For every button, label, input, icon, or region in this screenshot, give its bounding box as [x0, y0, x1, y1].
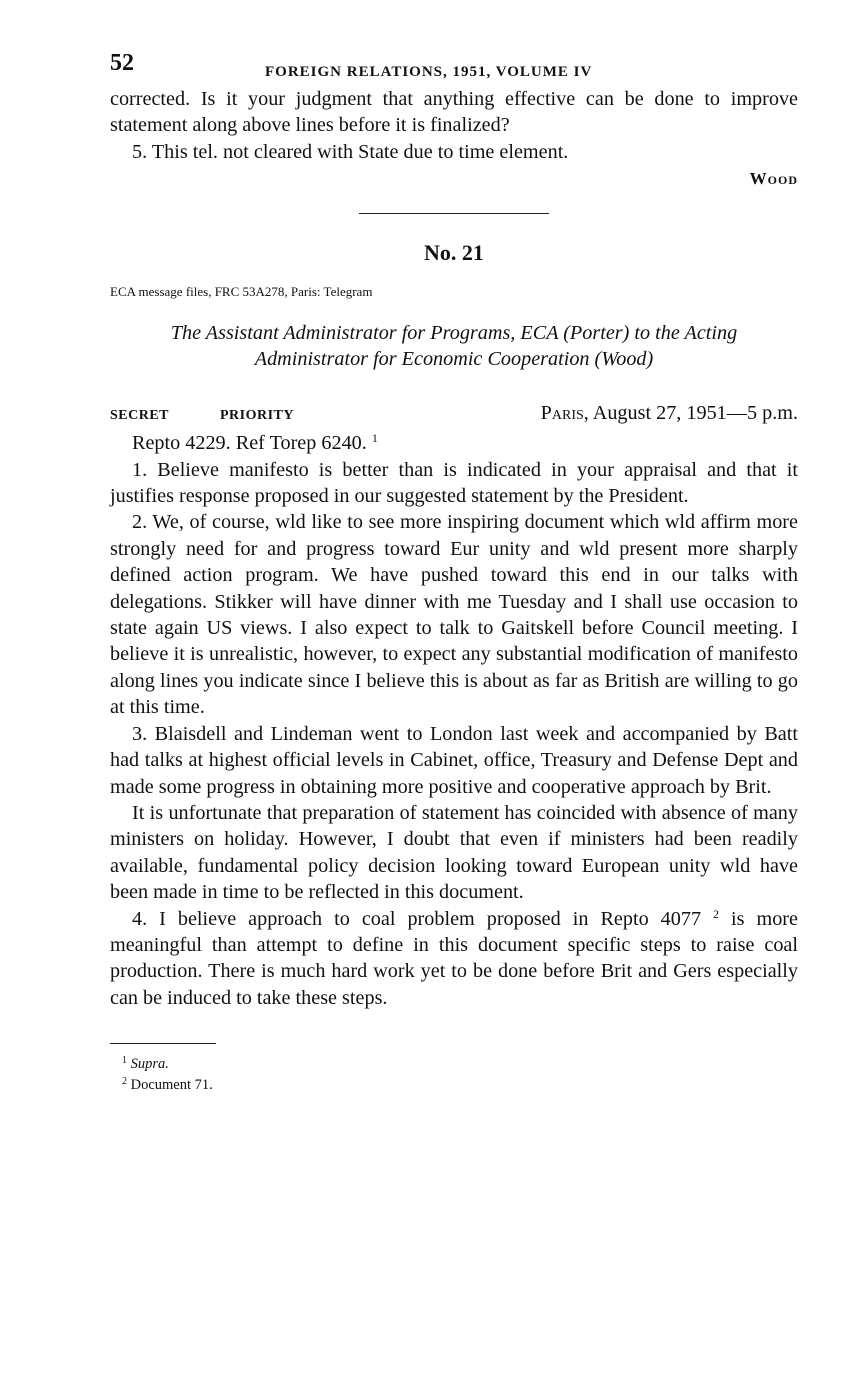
signature: Wood [749, 169, 798, 189]
footnote-2 [110, 1075, 798, 1096]
reference-text: Repto 4229. Ref Torep 6240. [132, 432, 367, 455]
source-note: ECA message files, FRC 53A278, Paris: Telegram [110, 284, 373, 300]
paragraph-4-text: 4. I believe approach to coal problem proposed in Repto 4077 [132, 907, 702, 930]
reference-line [110, 430, 798, 456]
precedence: PRIORITY [220, 408, 295, 424]
paragraph-4-text-continued: is more meaningful than attempt to define in this document specific steps to raise coal production. There is much hard work yet to be done before Brit and Gers especially can be induced to take these steps. [110, 907, 798, 1009]
paragraph-5: 5. This tel. not cleared with State due to time element. [132, 140, 569, 163]
paragraph-4 [110, 906, 798, 1012]
telegram-slug-line [110, 402, 798, 430]
page-number: 52 [110, 50, 134, 76]
paragraph-2: 2. We, of course, wld like to see more inspiring document which wld affirm more strongly need for and progress toward Eur unity and wld present more sharply defined action program. We have pushed toward this end in our talks with delegations. Stikker will have dinner with me Tuesday and I shall use occasion to state again US views. I also expect to talk to Gaitskell before Council meeting. I believe it is unrealistic, however, to expect any substantial modification of manifesto along lines you indicate since I believe this is about as far as British are willing to go at this time. [110, 511, 798, 719]
footnote-2-text: Document 71. [130, 1077, 213, 1094]
footnotes [110, 1054, 798, 1096]
place-date [541, 402, 798, 425]
paragraph-3: 3. Blaisdell and Lindeman went to London last week and accompanied by Batt had talks at highest official levels in Cabinet, office, Treasury and Defense Dept and made some progress in obtaining more positive and cooperative approach by Brit. [110, 722, 798, 798]
place: Paris [540, 402, 584, 425]
paragraph-3-continued: It is unfortunate that preparation of statement has coincided with absence of many ministers on holiday. However, I doubt that even if ministers had been readily available, fundamental policy decision looking toward European unity wld have been made in time to be reflected in this document. [110, 801, 798, 904]
date: , August 27, 1951—5 p.m. [583, 402, 798, 425]
footnote-2-marker: 2 [122, 1076, 127, 1088]
running-head: FOREIGN RELATIONS, 1951, VOLUME IV [265, 64, 593, 80]
page-header [110, 50, 798, 86]
footnote-divider [110, 1043, 216, 1044]
paragraph-1: 1. Believe manifesto is better than is indicated in your appraisal and that it justifies response proposed in our suggested statement by the President. [110, 458, 798, 508]
footnote-1 [110, 1054, 798, 1075]
footnote-1-text: Supra. [130, 1056, 169, 1073]
footnote-marker: 1 [371, 431, 378, 446]
document-page [110, 50, 798, 1096]
footnote-marker: 2 [713, 906, 720, 921]
document-number: No. 21 [424, 240, 484, 266]
footnote-1-marker: 1 [122, 1055, 127, 1067]
section-divider [359, 213, 549, 214]
document-title: The Assistant Administrator for Programs, ECA (Porter) to the Acting Administrator for Economic Cooperation (Wood) [170, 322, 738, 371]
classification: SECRET [110, 408, 170, 424]
continued-paragraph: corrected. Is it your judgment that anything effective can be done to improve statement along above lines before it is finalized? [110, 88, 798, 137]
